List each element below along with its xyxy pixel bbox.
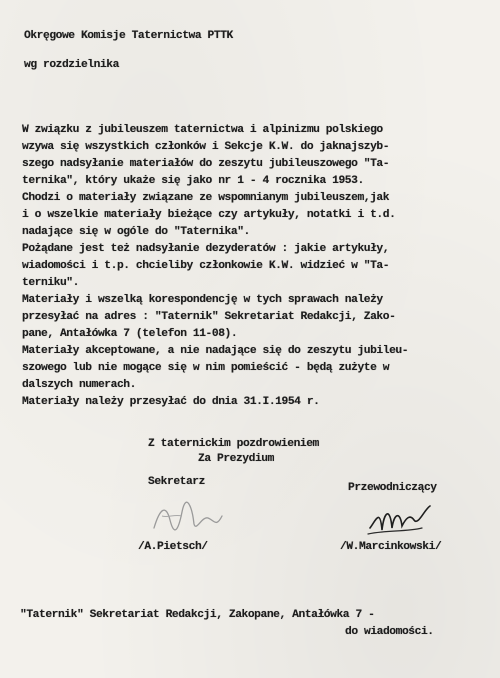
body-line: terniku".	[22, 277, 79, 289]
body-line: Materiały akceptowane, a nie nadające się do zeszytu jubileu-	[22, 345, 409, 357]
body-line: pane, Antałówka 7 (telefon 11-08).	[22, 328, 238, 340]
secretary-title: Sekretarz	[148, 476, 205, 488]
body-line: wiadomości i t.p. chcieliby członkowie K.W. widzieć w "Ta-	[22, 260, 390, 272]
body-line: dalszych numerach.	[22, 379, 136, 391]
closing-on-behalf: Za Prezydium	[198, 453, 274, 465]
chairman-signature	[366, 500, 436, 538]
footer-cc-suffix: do wiadomości.	[345, 626, 434, 638]
body-line: Materiały i wszelką korespondencję w tych sprawach należy	[22, 294, 383, 306]
body-line: Pożądane jest też nadsyłanie dezyderatów : jakie artykuły,	[22, 243, 390, 255]
distribution-line: wg rozdzielnika	[24, 59, 119, 71]
secretary-name: /A.Pietsch/	[138, 541, 208, 553]
body-line: i o wszelkie materiały bieżące czy artykuły, notatki i t.d.	[22, 209, 396, 221]
closing-greeting: Z taternickim pozdrowieniem	[148, 438, 319, 450]
chairman-title: Przewodniczący	[348, 482, 437, 494]
body-line: szowego lub nie mogące się w nim pomieścić - będą zużyte w	[22, 362, 390, 374]
body-line: Materiały należy przesyłać do dnia 31.I.1954 r.	[22, 396, 320, 408]
body-line: Chodzi o materiały związane ze wspomnianym jubileuszem,jak	[22, 192, 390, 204]
chairman-name: /W.Marcinkowski/	[340, 541, 442, 553]
body-line: nadające się w ogóle do "Taternika".	[22, 226, 250, 238]
addressee-line: Okręgowe Komisje Taternictwa PTTK	[24, 30, 233, 42]
body-line: W związku z jubileuszem taternictwa i alpinizmu polskiego	[22, 124, 383, 136]
secretary-signature	[148, 498, 228, 538]
body-line: przesyłać na adres : "Taternik" Sekretariat Redakcji, Zako-	[22, 311, 396, 323]
footer-cc-line: "Taternik" Sekretariat Redakcji, Zakopane, Antałówka 7 -	[20, 609, 375, 621]
body-line: szego nadsyłanie materiałów do zeszytu jubileuszowego "Ta-	[22, 158, 390, 170]
body-line: wzywa się wszystkich członków i Sekcje K.W. do jaknajszyb-	[22, 141, 390, 153]
body-line: ternika", który ukaże się jako nr 1 - 4 rocznika 1953.	[22, 175, 364, 187]
